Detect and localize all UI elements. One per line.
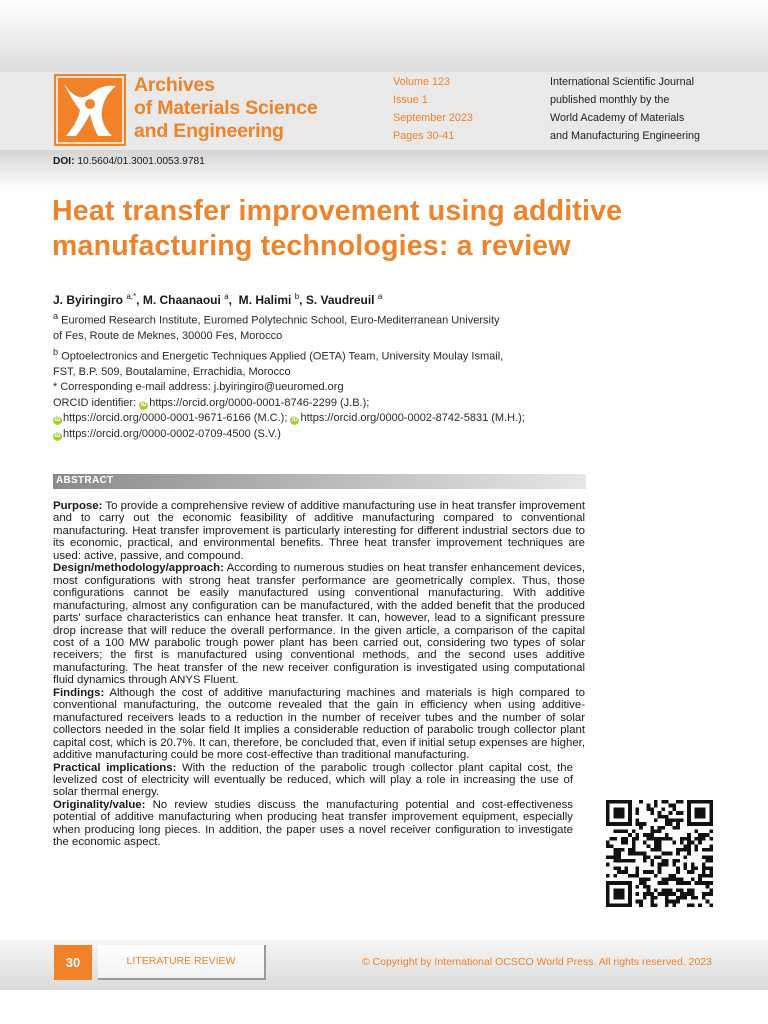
- author-affil-mark: a: [377, 292, 383, 301]
- journal-title: [134, 74, 374, 143]
- affiliation-b: [53, 345, 613, 365]
- journal-title-line: of Materials Science: [134, 97, 318, 119]
- volume: Volume 123: [393, 76, 451, 88]
- orcid-link[interactable]: https://orcid.org/0000-0001-9671-6166 (M.C.);: [63, 412, 288, 425]
- publisher-info: [550, 73, 750, 145]
- section-text: With the reduction of the parabolic trough collector plant capital cost, the levelized cost of electricity will eventually be reduced, which will play a role in increasing the use of solar thermal energy.: [53, 761, 573, 799]
- orcid-icon: iD: [291, 417, 298, 424]
- section-label: Purpose:: [53, 500, 103, 512]
- author-name: J. Byiringiro: [53, 293, 124, 307]
- section-label-tab: LITERATURE REVIEW: [98, 945, 266, 980]
- author-name: M. Halimi: [238, 293, 292, 307]
- abstract-section: [53, 687, 585, 762]
- publisher-line: World Academy of Materials: [550, 112, 685, 124]
- orcid-icon: iD: [54, 432, 61, 439]
- author-list: J. Byiringiro $^{a,*}$, M. Chaanaoui $^a$, M. Halimi $^b$, S. Vaudreuil $^a$: [53, 292, 383, 307]
- orcid-label: ORCID identifier:: [53, 396, 140, 409]
- issue-info: [393, 73, 533, 145]
- publisher-line: and Manufacturing Engineering: [550, 130, 701, 142]
- orcid-link[interactable]: https://orcid.org/0000-0001-8746-2299 (J.B.);: [149, 396, 370, 409]
- abstract-heading-bar: [53, 474, 586, 489]
- orcid-line-1: [53, 396, 613, 412]
- top-band: [0, 0, 768, 72]
- date: September 2023: [393, 112, 473, 124]
- orcid-icon: iD: [54, 417, 61, 424]
- journal-title-line: and Engineering: [134, 120, 284, 142]
- corresponding-email: * Corresponding e-mail address: j.byiringiro@ueuromed.org: [53, 381, 344, 394]
- section-text: To provide a comprehensive review of additive manufacturing use in heat transfer improvement and to carry out the economic feasibility of additive manufacturing compared to conventional manufacturing. Heat transfer improvement is particularly interesting for different industrial sectors due to its economic, practical, and environmental benefits. Three heat transfer improvement techniques are used: active, passive, and compound.: [53, 500, 585, 562]
- abstract-section: [53, 562, 585, 687]
- section-label: Design/methodology/approach:: [53, 562, 224, 575]
- orcid-icon: iD: [140, 401, 147, 408]
- orcid-link[interactable]: https://orcid.org/0000-0002-0709-4500 (S.V.): [63, 427, 281, 440]
- affil-text: Optoelectronics and Energetic Techniques Applied (OETA) Team, University Moulay Ismail,: [61, 350, 504, 363]
- author-affil-mark: b: [294, 292, 300, 301]
- affiliation-b-cont: FST, B.P. 509, Boutalamine, Errachidia, Morocco: [53, 365, 291, 378]
- journal-logo-icon: [54, 74, 126, 146]
- abstract-heading: ABSTRACT: [56, 475, 114, 486]
- section-text: According to numerous studies on heat transfer enhancement devices, most configurations with strong heat transfer performance are geometrically complex. Thus, those configurations cannot be easily manufactured using conventional manufacturing. With additive manufacturing, almost any configuration can be manufactured, with the added benefit that the produced parts' surface characteristics can enhance heat transfer. It can, however, lead to a significant pressure drop increase that will reduce the overall performance. In the given article, a comparison of the capital cost of a 100 MW parabolic trough power plant has been carried out, considering two types of solar receivers; the first is manufactured using conventional methods, and the second uses additive manufacturing. The heat transfer of the new receiver configuration is investigated using computational fluid dynamics through ANYS Fluent.: [53, 562, 585, 687]
- orcid-line-3: [53, 427, 613, 443]
- doi: [53, 156, 205, 167]
- author-name: M. Chaanaoui: [142, 293, 221, 307]
- affiliation-a-cont: of Fes, Route de Meknes, 30000 Fes, Morocco: [53, 330, 283, 343]
- affil-text: Euromed Research Institute, Euromed Polytechnic School, Euro-Mediterranean University: [61, 314, 500, 327]
- orcid-link[interactable]: https://orcid.org/0000-0002-8742-5831 (M.H.);: [300, 412, 525, 425]
- section-label: Practical implications:: [53, 761, 177, 774]
- author-affil-mark: a: [224, 292, 229, 301]
- publisher-line: published monthly by the: [550, 94, 670, 106]
- abstract-section: [53, 500, 585, 562]
- abstract-section: [53, 799, 573, 849]
- issue: Issue 1: [393, 94, 428, 106]
- pages: Pages 30-41: [393, 130, 455, 142]
- section-label: Originality/value:: [53, 798, 146, 811]
- affiliation-a: [53, 309, 613, 329]
- abstract-body: [53, 500, 585, 849]
- affil-mark: a: [53, 311, 59, 321]
- author-affil-mark: a,*: [126, 292, 137, 301]
- section-label: Findings:: [53, 686, 105, 699]
- qr-code-icon: [606, 800, 713, 907]
- title-line: Heat transfer improvement using additive: [52, 195, 623, 227]
- title-line: manufacturing technologies: a review: [52, 230, 571, 262]
- publisher-line: International Scientific Journal: [550, 76, 695, 88]
- affil-mark: b: [53, 346, 59, 357]
- copyright-notice: © Copyright by International OCSCO World Press. All rights reserved. 2023: [361, 956, 712, 968]
- journal-title-line: Archives: [134, 74, 215, 96]
- section-text: Although the cost of additive manufacturing machines and materials is high compared to conventional manufacturing, the outcome revealed that the gain in efficiency when using additive-manufactured receivers leads to a reduction in the number of receiver tubes and the number of solar collectors needed in the solar field It implies a considerable reduction of parabolic trough collector plant capital cost, which is 20.7%. It can, therefore, be concluded that, even if initial setup expenses are higher, additive manufacturing could be more cost-effective than traditional manufacturing.: [53, 686, 585, 762]
- page-number: 30: [54, 945, 92, 980]
- section-text: No review studies discuss the manufacturing potential and cost-effectiveness potential of additive manufacturing when producing heat transfer improvement equipment, especially when producing long pieces. In addition, the paper uses a novel receiver configuration to investigate the economic aspect.: [53, 798, 573, 849]
- doi-label: DOI:: [53, 156, 75, 167]
- doi-link[interactable]: 10.5604/01.3001.0053.9781: [77, 156, 205, 167]
- orcid-line-2: [53, 411, 613, 427]
- author-name: S. Vaudreuil: [305, 293, 375, 307]
- affiliations: [53, 309, 613, 442]
- abstract-section: [53, 762, 573, 799]
- article-title: [52, 194, 732, 264]
